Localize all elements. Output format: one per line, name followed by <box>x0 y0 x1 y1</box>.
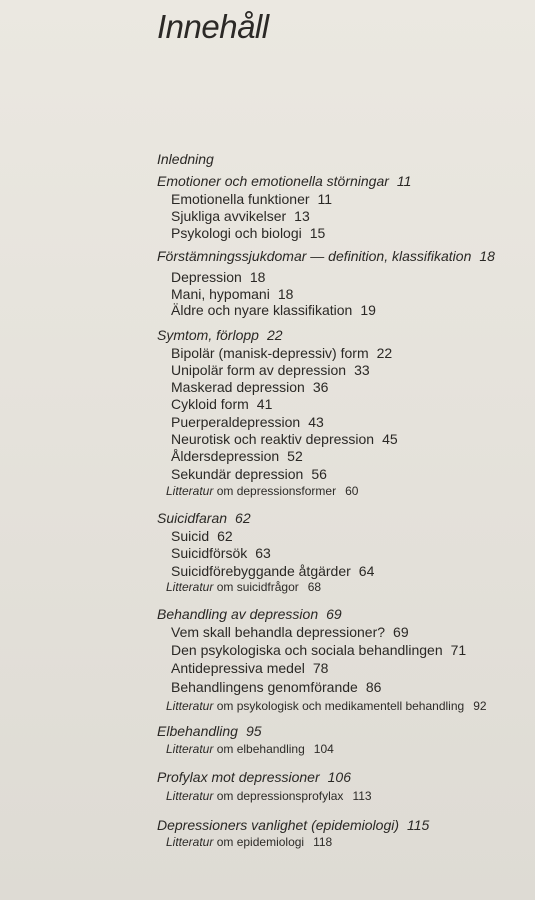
toc-subsection <box>171 287 293 301</box>
toc-page-number: 18 <box>479 248 495 264</box>
toc-page-number: 106 <box>327 769 351 785</box>
toc-entry-title: om depressionsprofylax <box>216 789 344 803</box>
toc-literature <box>166 700 487 712</box>
toc-page-number: 13 <box>294 208 310 224</box>
toc-page-number: 78 <box>312 660 329 676</box>
toc-entry-title: om elbehandling <box>216 742 305 756</box>
toc-page-number: 115 <box>407 817 430 833</box>
toc-subsection <box>171 661 328 675</box>
toc-entry-title: Suicidfaran <box>157 510 228 526</box>
toc-page-number: 113 <box>352 789 372 803</box>
toc-entry-title: Symtom, förlopp <box>157 327 259 343</box>
toc-subsection <box>171 192 332 206</box>
toc-entry-title: Neurotisk och reaktiv depression <box>171 431 375 447</box>
toc-page-number: 52 <box>287 448 303 464</box>
toc-page-number: 45 <box>382 431 398 447</box>
toc-entry-title: Antidepressiva medel <box>171 660 305 676</box>
toc-entry-title: Elbehandling <box>157 723 238 739</box>
toc-page-number: 69 <box>393 624 409 640</box>
toc-page-number: 62 <box>217 528 233 544</box>
toc-entry-title: om psykologisk och medikamentell behandling <box>216 699 465 713</box>
toc-literature-lead: Litteratur <box>166 835 214 849</box>
toc-page-number: 60 <box>345 484 359 498</box>
toc-entry-title: Åldersdepression <box>171 448 280 464</box>
toc-page-number: 71 <box>450 642 467 658</box>
toc-section <box>157 818 429 832</box>
toc-entry-title: om epidemiologi <box>216 835 305 849</box>
toc-entry-title: Bipolär (manisk-depressiv) form <box>171 345 369 361</box>
toc-entry-title: Sjukliga avvikelser <box>171 208 287 224</box>
toc-page-number: 18 <box>249 269 266 285</box>
toc-page-number: 86 <box>365 679 382 695</box>
toc-entry-title: Puerperaldepression <box>171 414 301 430</box>
toc-entry-title: Maskerad depression <box>171 379 305 395</box>
toc-entry-title: Den psykologiska och sociala behandlingen <box>171 642 443 658</box>
toc-page-number: 62 <box>235 510 251 526</box>
toc-entry-title: Mani, hypomani <box>171 286 270 302</box>
toc-entry-title: Suicidförebyggande åtgärder <box>171 563 351 579</box>
toc-entry-title: Behandling av depression <box>157 606 319 622</box>
toc-page-number: 11 <box>396 173 412 189</box>
toc-section <box>157 511 251 525</box>
page-title: Innehåll <box>157 8 269 45</box>
toc-subsection <box>171 546 271 560</box>
toc-literature <box>166 790 372 802</box>
toc-page-number: 118 <box>313 835 333 849</box>
toc-page-number: 68 <box>307 580 322 594</box>
toc-literature-lead: Litteratur <box>166 742 214 756</box>
toc-section <box>157 328 283 342</box>
toc-entry-title: Behandlingens genomförande <box>171 679 358 695</box>
toc-subsection <box>171 397 272 411</box>
toc-page-number: 95 <box>245 723 262 739</box>
toc-entry-title: Vem skall behandla depressioner? <box>171 624 386 640</box>
toc-entry-title: Psykologi och biologi <box>171 225 302 241</box>
toc-section <box>157 770 351 784</box>
toc-literature-lead: Litteratur <box>166 484 214 498</box>
toc-entry-title: Suicid <box>171 528 210 544</box>
toc-entry-title: Förstämningssjukdomar — definition, klassifikation <box>157 248 472 264</box>
toc-section <box>157 724 262 738</box>
toc-entry-title: Inledning <box>157 151 214 167</box>
toc-subsection <box>171 226 325 240</box>
toc-entry-title: Cykloid form <box>171 396 249 412</box>
toc-entry-title: Profylax mot depressioner <box>157 769 320 785</box>
toc-entry-title: Äldre och nyare klassifikation <box>171 302 353 318</box>
toc-section <box>157 174 411 188</box>
toc-subsection <box>171 270 265 284</box>
toc-subsection <box>171 363 370 377</box>
toc-subsection <box>171 346 392 360</box>
toc-literature-lead: Litteratur <box>166 789 214 803</box>
toc-page-number: 18 <box>277 286 294 302</box>
toc-subsection <box>171 449 303 463</box>
toc-section <box>157 152 214 166</box>
toc-page-number: 15 <box>309 225 326 241</box>
toc-subsection <box>171 625 409 639</box>
toc-entry-title: Suicidförsök <box>171 545 248 561</box>
toc-page-number: 19 <box>360 302 376 318</box>
toc-subsection <box>171 467 327 481</box>
toc-subsection <box>171 564 374 578</box>
toc-literature-lead: Litteratur <box>166 699 214 713</box>
toc-subsection <box>171 303 376 317</box>
toc-subsection <box>171 209 310 223</box>
toc-page-number: 92 <box>473 699 487 713</box>
toc-subsection <box>171 643 466 657</box>
toc-entry-title: Unipolär form av depression <box>171 362 347 378</box>
toc-entry-title: om suicidfrågor <box>216 580 299 594</box>
toc-literature <box>166 836 332 848</box>
toc-page-number: 104 <box>313 742 334 756</box>
toc-page-number: 22 <box>376 345 393 361</box>
toc-subsection <box>171 680 381 694</box>
toc-literature <box>166 743 334 755</box>
toc-literature <box>166 485 358 497</box>
toc-subsection <box>171 415 324 429</box>
toc-page-number: 33 <box>354 362 370 378</box>
toc-page-number: 11 <box>317 191 333 207</box>
toc-entry-title: Depression <box>171 269 242 285</box>
toc-section <box>157 249 495 263</box>
toc-section <box>157 607 342 621</box>
toc-literature-lead: Litteratur <box>166 580 214 594</box>
toc-literature <box>166 581 321 593</box>
toc-page-number: 22 <box>266 327 283 343</box>
toc-entry-title: Emotionella funktioner <box>171 191 310 207</box>
toc-page-number: 69 <box>326 606 342 622</box>
toc-subsection <box>171 432 398 446</box>
toc-page-number: 56 <box>311 466 327 482</box>
toc-entry-title: Sekundär depression <box>171 466 304 482</box>
toc-page-number: 64 <box>358 563 375 579</box>
toc-page-number: 63 <box>255 545 271 561</box>
toc-page-number: 41 <box>256 396 273 412</box>
toc-entry-title: om depressionsformer <box>216 484 337 498</box>
toc-page-number: 43 <box>308 414 324 430</box>
toc-entry-title: Emotioner och emotionella störningar <box>157 173 389 189</box>
toc-page-number: 36 <box>312 379 329 395</box>
toc-subsection <box>171 529 233 543</box>
toc-entry-title: Depressioners vanlighet (epidemiologi) <box>157 817 400 833</box>
toc-subsection <box>171 380 328 394</box>
